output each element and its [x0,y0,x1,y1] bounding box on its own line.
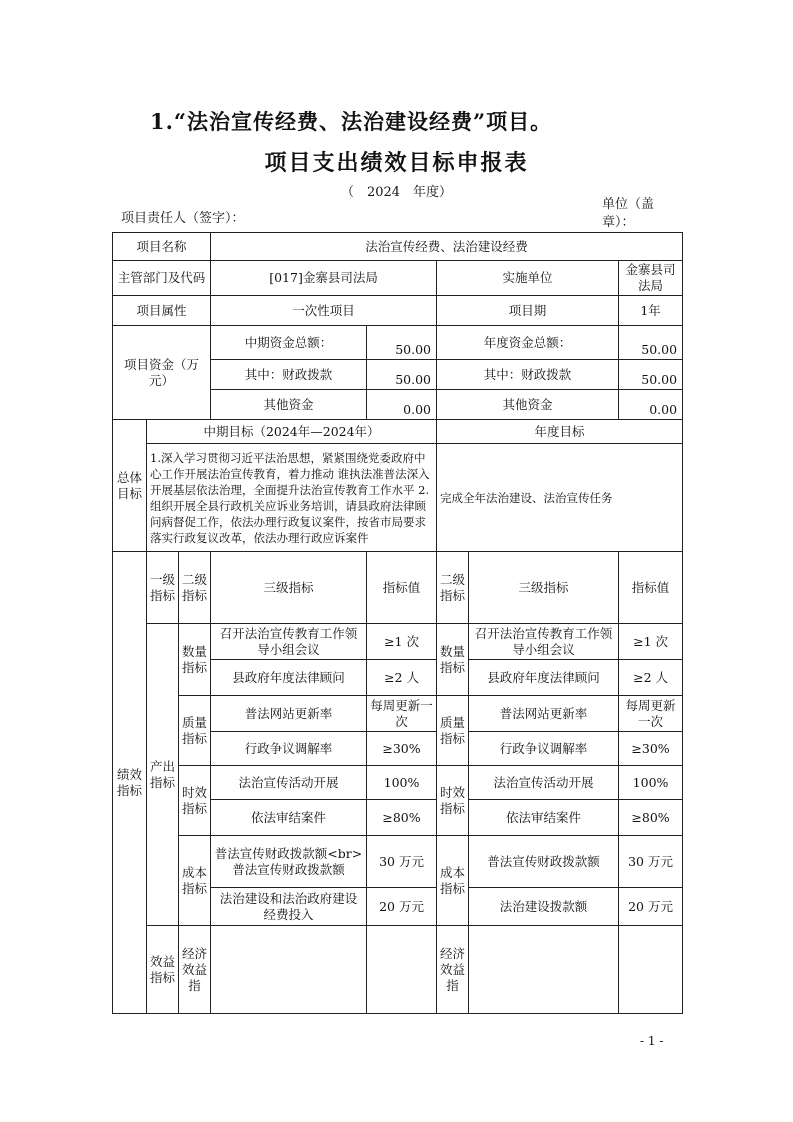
header-level3-year: 三级指标 [469,552,619,624]
unit-seal-label: 单位（盖章）： [602,197,655,230]
attr-value: 一次性项目 [211,296,437,326]
project-name-label: 项目名称 [113,233,211,261]
indicator-value-empty [367,926,437,1014]
mid-total-label: 中期资金总额： [211,326,367,360]
period-label: 项目期 [437,296,619,326]
mid-goal-header: 中期目标（2024年—2024年） [147,420,437,444]
indicator-name-year: 普法网站更新率 [469,696,619,732]
impl-unit-value: 金寨县司法局 [619,261,683,296]
performance-indicators-label: 绩效指标 [113,552,147,1014]
mid-other-label: 其他资金 [211,390,367,420]
quality-label: 质量指标 [179,696,211,766]
indicator-value-year: 100% [619,766,683,800]
indicator-value: 30 万元 [367,836,437,888]
period-value: 1年 [619,296,683,326]
indicator-name: 召开法治宣传教育工作领导小组会议 [211,624,367,660]
indicator-name-year: 普法宣传财政拨款额 [469,836,619,888]
performance-form-table [112,232,683,1014]
mid-total-value: 50.00 [367,326,437,360]
year-total-value: 50.00 [619,326,683,360]
output-indicators-label: 产出指标 [147,624,179,926]
indicator-value: ≥80% [367,800,437,836]
timeliness-label: 时效指标 [179,766,211,836]
indicator-name: 普法网站更新率 [211,696,367,732]
impl-unit-label: 实施单位 [437,261,619,296]
responsible-person-label: 项目责任人（签字）： [121,211,245,226]
economic-benefit-label: 经济效益指 [179,926,211,1014]
indicator-value-year: 20 万元 [619,888,683,926]
indicator-name: 行政争议调解率 [211,732,367,766]
indicator-value-year: ≥30% [619,732,683,766]
indicator-name: 普法宣传财政拨款额<br>普法宣传财政拨款额 [211,836,367,888]
benefit-indicators-label: 效益指标 [147,926,179,1014]
indicator-value-year: ≥80% [619,800,683,836]
year-fiscal-label: 其中：财政拨款 [437,360,619,390]
indicator-name-year: 召开法治宣传教育工作领导小组会议 [469,624,619,660]
indicator-value-year: 每周更新一次 [619,696,683,732]
dept-value: [017]金寨县司法局 [211,261,437,296]
indicator-name: 县政府年度法律顾问 [211,660,367,696]
indicator-name-year: 法治宣传活动开展 [469,766,619,800]
indicator-value-year: ≥2 人 [619,660,683,696]
economic-benefit-label-year: 经济效益指 [437,926,469,1014]
cost-label: 成本指标 [179,836,211,926]
overall-goals-label: 总体目标 [113,420,147,552]
indicator-name-year: 县政府年度法律顾问 [469,660,619,696]
indicator-name-year: 行政争议调解率 [469,732,619,766]
year-total-label: 年度资金总额： [437,326,619,360]
timeliness-label-year: 时效指标 [437,766,469,836]
indicator-value: ≥1 次 [367,624,437,660]
cost-label-year: 成本指标 [437,836,469,926]
year-line: （ 2024 年度） [340,185,453,200]
indicator-value: ≥30% [367,732,437,766]
indicator-name: 依法审结案件 [211,800,367,836]
mid-goal-text: 1.深入学习贯彻习近平法治思想，紧紧围绕党委政府中心工作开展法治宣传教育，着力推动 谁执法准普法深入开展基层依法治理，全面提升法治宣传教育工作水平 2.组织开展全县行政机关应诉业务培训，请县政府法律顾问病督促工作，依法办理行政复议案件，按省市局要求落实行政复议改革，依法办理行政应诉案件 [147,444,437,552]
mid-fiscal-label: 其中：财政拨款 [211,360,367,390]
header-level1: 一级指标 [147,552,179,624]
page-title: 1.“法治宣传经费、法治建设经费”项目。 [150,109,553,134]
project-name-value: 法治宣传经费、法治建设经费 [211,233,683,261]
indicator-value: ≥2 人 [367,660,437,696]
indicator-name-year: 依法审结案件 [469,800,619,836]
indicator-name: 法治宣传活动开展 [211,766,367,800]
year-goal-header: 年度目标 [437,420,683,444]
indicator-value: 100% [367,766,437,800]
indicator-name-empty [211,926,367,1014]
header-value-year: 指标值 [619,552,683,624]
header-value: 指标值 [367,552,437,624]
indicator-value: 每周更新一次 [367,696,437,732]
quantity-label-year: 数量指标 [437,624,469,696]
year-other-label: 其他资金 [437,390,619,420]
funds-label: 项目资金（万元） [113,326,211,420]
mid-other-value: 0.00 [367,390,437,420]
indicator-value-year: 30 万元 [619,836,683,888]
attr-label: 项目属性 [113,296,211,326]
mid-fiscal-value: 50.00 [367,360,437,390]
indicator-name-year: 法治建设拨款额 [469,888,619,926]
quantity-label: 数量指标 [179,624,211,696]
header-level2-year: 二级指标 [437,552,469,624]
header-level3: 三级指标 [211,552,367,624]
page-number: - 1 - [640,1034,664,1048]
quality-label-year: 质量指标 [437,696,469,766]
year-fiscal-value: 50.00 [619,360,683,390]
header-level2: 二级指标 [179,552,211,624]
dept-label: 主管部门及代码 [113,261,211,296]
indicator-value-year-empty [619,926,683,1014]
year-goal-text: 完成全年法治建设、法治宣传任务 [437,444,683,552]
indicator-value: 20 万元 [367,888,437,926]
indicator-value-year: ≥1 次 [619,624,683,660]
form-title: 项目支出绩效目标申报表 [264,150,529,176]
indicator-name-year-empty [469,926,619,1014]
year-other-value: 0.00 [619,390,683,420]
indicator-name: 法治建设和法治政府建设经费投入 [211,888,367,926]
